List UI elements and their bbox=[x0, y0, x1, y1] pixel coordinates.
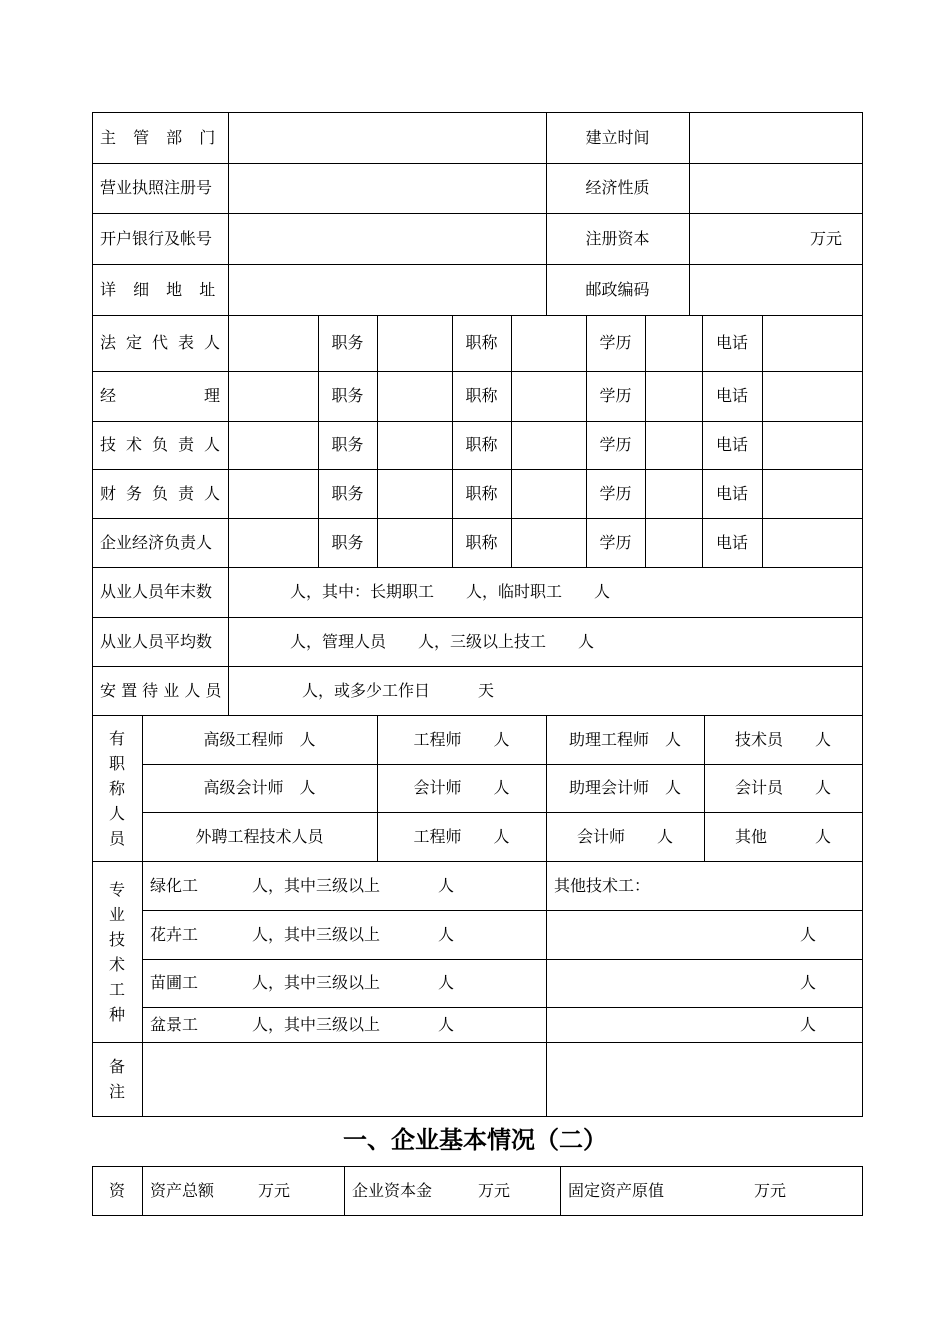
basic-right-value-1 bbox=[689, 163, 862, 213]
table-rule bbox=[142, 1042, 143, 1117]
personnel-label-1 bbox=[92, 371, 228, 421]
titled-cell: 其他 人 bbox=[734, 826, 831, 846]
staff-text-placement: 人，或多少工作日 天 bbox=[302, 680, 495, 700]
personnel-label-4 bbox=[92, 518, 228, 567]
personnel-field-2: 学历 bbox=[599, 435, 632, 454]
trade-text: 人，其中三级以上 bbox=[252, 875, 381, 895]
basic-right-label-3: 邮政编码 bbox=[585, 279, 650, 299]
trade-unit: 人 bbox=[438, 1014, 455, 1034]
trade-name: 绿化工 bbox=[150, 875, 199, 895]
staff-text-average: 人，管理人员 人，三级以上技工 人 bbox=[290, 631, 595, 651]
label-char: 工 bbox=[108, 979, 125, 999]
assets-field-unit: 万元 bbox=[754, 1180, 787, 1200]
label-char: 术 bbox=[108, 954, 125, 974]
label-char: 定 bbox=[125, 333, 142, 352]
label-char: 人 bbox=[108, 803, 125, 823]
assets-field-name: 固定资产原值 bbox=[568, 1180, 665, 1200]
label-char: 务 bbox=[125, 483, 142, 503]
personnel-field-0: 职务 bbox=[331, 333, 364, 352]
label-char: 理 bbox=[203, 386, 220, 405]
trade-unit: 人 bbox=[438, 973, 455, 992]
personnel-field-0: 职务 bbox=[331, 386, 364, 405]
personnel-field-3: 电话 bbox=[715, 386, 748, 405]
table-rule bbox=[92, 1116, 863, 1117]
label-char: 员 bbox=[108, 828, 125, 848]
trade-unit: 人 bbox=[438, 875, 455, 895]
label-char: 种 bbox=[108, 1004, 125, 1024]
basic-right-label-1: 经济性质 bbox=[585, 178, 650, 197]
personnel-field-2: 学历 bbox=[599, 386, 632, 405]
label-char: 人 bbox=[203, 483, 220, 503]
assets-field-unit: 万元 bbox=[258, 1180, 291, 1200]
label-char: 责 bbox=[177, 483, 194, 503]
staff-text-year_end: 人，其中：长期职工 人，临时职工 人 bbox=[290, 582, 611, 601]
staff-label-placement: 安 置 待 业 人 员 bbox=[100, 680, 222, 700]
table-rule bbox=[645, 315, 646, 568]
assets-label: 资 bbox=[108, 1180, 125, 1200]
personnel-field-2: 学历 bbox=[599, 532, 632, 552]
personnel-label-0 bbox=[92, 315, 228, 371]
other-trade-unit: 人 bbox=[800, 1014, 817, 1034]
table-rule bbox=[377, 315, 378, 568]
titled-cell: 外聘工程技术人员 bbox=[195, 826, 324, 846]
other-trades-label: 其他技术工： bbox=[554, 875, 651, 895]
titled-cell: 工程师 人 bbox=[413, 729, 510, 749]
personnel-field-3: 电话 bbox=[715, 532, 748, 552]
personnel-field-1: 职称 bbox=[465, 435, 498, 454]
label-char: 注 bbox=[108, 1082, 125, 1101]
other-trade-unit: 人 bbox=[800, 924, 817, 944]
titled-cell: 助理会计师 人 bbox=[568, 778, 681, 797]
table-rule bbox=[92, 1042, 863, 1043]
table-rule bbox=[228, 112, 229, 316]
personnel-label-3 bbox=[92, 469, 228, 518]
titled-staff-label bbox=[92, 715, 142, 861]
table-rule bbox=[862, 112, 863, 1117]
personnel-field-2: 学历 bbox=[599, 333, 632, 352]
label-char: 负 bbox=[151, 435, 168, 454]
table-rule bbox=[511, 315, 512, 568]
label-char: 专 bbox=[108, 879, 125, 899]
label-char: 人 bbox=[203, 333, 220, 352]
label-char: 责 bbox=[177, 435, 194, 454]
personnel-field-0: 职务 bbox=[331, 532, 364, 552]
label-char: 有 bbox=[108, 728, 125, 748]
personnel-field-3: 电话 bbox=[715, 483, 748, 503]
personnel-label-2 bbox=[92, 421, 228, 469]
personnel-field-1: 职称 bbox=[465, 333, 498, 352]
table-rule bbox=[762, 315, 763, 568]
basic-label-1: 营业执照注册号 bbox=[100, 178, 213, 197]
label-char: 法 bbox=[100, 333, 117, 352]
personnel-field-1: 职称 bbox=[465, 386, 498, 405]
personnel-field-1: 职称 bbox=[465, 483, 498, 503]
label-char: 经 bbox=[100, 386, 117, 405]
titled-cell: 高级工程师 人 bbox=[203, 729, 316, 749]
basic-label-2: 开户银行及帐号 bbox=[100, 228, 213, 248]
trade-text: 人，其中三级以上 bbox=[252, 1014, 381, 1034]
titled-cell: 会计师 人 bbox=[576, 826, 673, 846]
label-char: 职 bbox=[108, 753, 125, 773]
assets-field-name: 资产总额 bbox=[150, 1180, 215, 1200]
label-char: 术 bbox=[125, 435, 142, 454]
remarks-label bbox=[92, 1042, 142, 1116]
titled-cell: 工程师 人 bbox=[413, 826, 510, 846]
staff-label-year_end: 从业人员年末数 bbox=[100, 582, 213, 601]
basic-right-label-2: 注册资本 bbox=[585, 228, 650, 248]
personnel-field-2: 学历 bbox=[599, 483, 632, 503]
basic-right-value-3 bbox=[689, 264, 862, 315]
trade-name: 苗圃工 bbox=[150, 973, 199, 992]
titled-cell: 高级会计师 人 bbox=[203, 778, 316, 797]
label-char: 技 bbox=[100, 435, 117, 454]
basic-label-3: 详 细 地 址 bbox=[100, 279, 216, 299]
label-char: 称 bbox=[108, 778, 125, 798]
label-char: 人 bbox=[203, 435, 220, 454]
trade-text: 人，其中三级以上 bbox=[252, 924, 381, 944]
table-rule bbox=[862, 1166, 863, 1216]
trade-text: 人，其中三级以上 bbox=[252, 973, 381, 992]
assets-field-unit: 万元 bbox=[478, 1180, 511, 1200]
personnel-field-3: 电话 bbox=[715, 333, 748, 352]
technical-trades-label bbox=[92, 861, 142, 1042]
titled-cell: 会计员 人 bbox=[734, 778, 831, 797]
label-char: 业 bbox=[108, 904, 125, 924]
titled-cell: 助理工程师 人 bbox=[568, 729, 681, 749]
basic-right-value-2: 万元 bbox=[809, 228, 842, 248]
other-trade-unit: 人 bbox=[800, 973, 817, 992]
personnel-field-3: 电话 bbox=[715, 435, 748, 454]
label-char: 技 bbox=[108, 929, 125, 949]
basic-label-0: 主 管 部 门 bbox=[100, 127, 216, 147]
trade-unit: 人 bbox=[438, 924, 455, 944]
titled-cell: 会计师 人 bbox=[413, 778, 510, 797]
personnel-field-0: 职务 bbox=[331, 435, 364, 454]
label-char: 负 bbox=[151, 483, 168, 503]
table-rule bbox=[92, 1215, 863, 1216]
label-char: 表 bbox=[177, 333, 194, 352]
basic-right-value-0 bbox=[689, 112, 862, 163]
label-char: 代 bbox=[151, 333, 168, 352]
trade-name: 花卉工 bbox=[150, 924, 199, 944]
label-char: 企业经济负责人 bbox=[100, 532, 213, 552]
label-char: 备 bbox=[108, 1057, 125, 1076]
label-char: 财 bbox=[100, 483, 117, 503]
personnel-field-1: 职称 bbox=[465, 532, 498, 552]
section-title: 一、企业基本情况（二） bbox=[343, 1125, 607, 1154]
personnel-field-0: 职务 bbox=[331, 483, 364, 503]
assets-field-name: 企业资本金 bbox=[352, 1180, 433, 1200]
table-rule bbox=[228, 567, 229, 716]
titled-cell: 技术员 人 bbox=[734, 729, 831, 749]
basic-right-label-0: 建立时间 bbox=[585, 127, 650, 147]
staff-label-average: 从业人员平均数 bbox=[100, 631, 213, 651]
trade-name: 盆景工 bbox=[150, 1014, 199, 1034]
table-rule bbox=[228, 315, 229, 568]
